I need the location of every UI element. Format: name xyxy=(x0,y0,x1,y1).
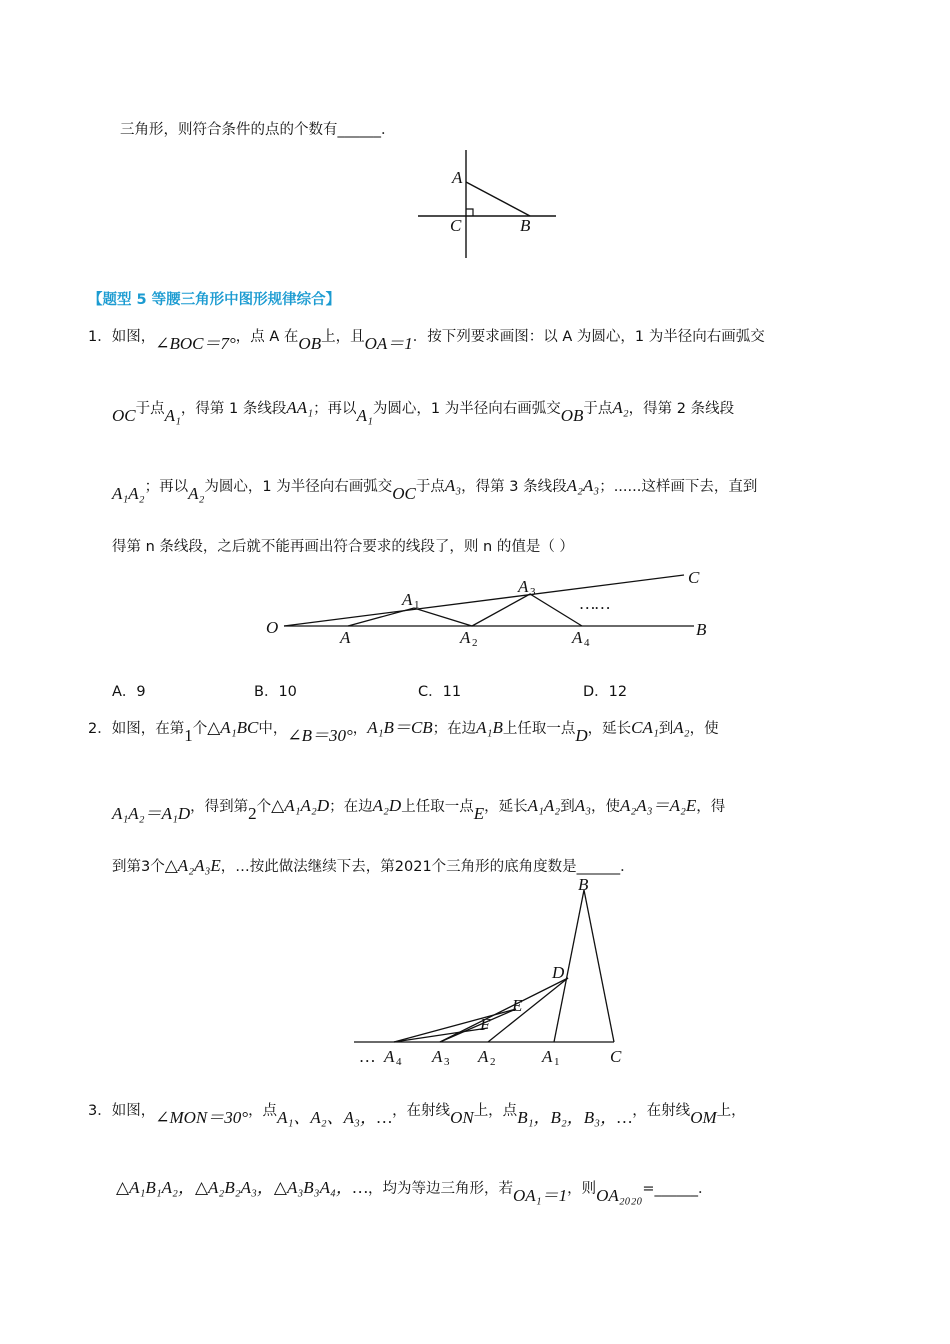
q2-text: ，使 xyxy=(590,799,620,815)
q2-line3 xyxy=(112,856,635,877)
q2-line1 xyxy=(88,718,719,745)
label-a3-sub: 3 xyxy=(530,586,536,598)
q1-ob2: OB xyxy=(560,406,584,425)
q1-option-b[interactable]: B．10 xyxy=(254,684,297,700)
q1-text: ，得第 3 条线段 xyxy=(461,479,567,495)
q3-text: ，在射线 xyxy=(632,1103,691,1119)
q2-two: 2 xyxy=(248,804,257,823)
q2-seg: A₁A₂ xyxy=(527,796,561,815)
q2-text: ， xyxy=(352,721,368,737)
q2-text: ，得到第 xyxy=(190,799,249,815)
top-question-text: 三角形，则符合条件的点的个数有______． xyxy=(120,122,396,138)
label-a4-sub: 4 xyxy=(396,1056,402,1068)
q2-a3: A₃ xyxy=(574,796,591,815)
q2-text: ；在边 xyxy=(432,721,477,737)
label-dots: … xyxy=(360,1047,376,1066)
q1-seg-a2a3: A₂A₃ xyxy=(566,476,600,495)
q2-text: ；在边 xyxy=(329,799,373,815)
label-a4: A xyxy=(384,1047,395,1066)
label-c: C xyxy=(610,1047,622,1066)
label-a2-sub: 2 xyxy=(472,637,478,649)
q2-side2: A₂D xyxy=(372,796,402,815)
q2-text: 如图，在第 xyxy=(111,721,185,737)
label-a3: A xyxy=(518,577,529,596)
q2-text: ，得 xyxy=(696,799,726,815)
q2-number: 2． xyxy=(88,721,112,737)
q1-line1 xyxy=(88,326,765,353)
q1-line2 xyxy=(112,398,735,425)
q3-text: ，则 xyxy=(567,1181,597,1197)
q1-text: ，得第 1 条线段 xyxy=(180,401,287,417)
label-a2-sub: 2 xyxy=(490,1056,496,1068)
q3-a-points: A₁、A₂、A₃，… xyxy=(277,1108,393,1127)
q1-text: ，得第 2 条线段 xyxy=(628,401,735,417)
label-d: D xyxy=(552,963,565,982)
q3-b-points: B₁，B₂，B₃，… xyxy=(517,1108,633,1127)
label-a3-sub: 3 xyxy=(444,1056,450,1068)
q1-text: 上，且 xyxy=(321,329,365,345)
q2-text: ，延长 xyxy=(484,799,528,815)
q1-option-c[interactable]: C．11 xyxy=(418,684,462,700)
q3-line1 xyxy=(88,1100,746,1127)
q1-line3 xyxy=(112,476,758,503)
q1-seg-a1a2: A₁A₂ xyxy=(112,484,145,503)
label-a4: A xyxy=(572,628,583,647)
q2-one: 1 xyxy=(184,726,193,745)
q3-line2 xyxy=(116,1178,713,1205)
q2-eq3: A₂A₃＝A₂E xyxy=(619,796,697,815)
label-e: E xyxy=(512,996,523,1015)
q2-d: D xyxy=(575,726,588,745)
q1-option-d[interactable]: D．12 xyxy=(583,684,628,700)
q1-a2b: A₂ xyxy=(188,484,205,503)
q1-a2: A₂ xyxy=(612,398,629,417)
q2-e: E xyxy=(473,804,485,823)
label-o: O xyxy=(266,618,279,637)
label-a: A xyxy=(340,628,351,647)
q2-ca1: CA₁ xyxy=(631,718,659,737)
right-triangle-figure xyxy=(410,150,560,260)
q1-oa: OA＝1 xyxy=(364,334,413,353)
label-a: A xyxy=(452,168,463,187)
q1-option-a[interactable]: A．9 xyxy=(112,684,146,700)
q3-angle: ∠MON＝30° xyxy=(155,1108,249,1127)
q1-text: 于点 xyxy=(135,401,165,417)
q2-eq2: A₁A₂＝A₁D xyxy=(112,804,191,823)
q2-eq: A₁B＝CB xyxy=(367,718,433,737)
label-a1: A xyxy=(542,1047,553,1066)
q1-arc-figure xyxy=(262,565,722,650)
q3-answer-blank[interactable]: =______． xyxy=(642,1181,713,1197)
q2-text: 个 xyxy=(192,721,208,737)
q3-text: 上， xyxy=(716,1103,746,1119)
q2-angle: ∠B＝30° xyxy=(287,726,353,745)
q1-angle: ∠BOC＝7° xyxy=(155,334,236,353)
q2-side: A₁B xyxy=(476,718,503,737)
q1-text: ；......这样画下去，直到 xyxy=(599,479,758,495)
q3-text: 上，点 xyxy=(473,1103,518,1119)
q2-text: ，…按此做法继续下去，第2021个三角形的底角度数是______． xyxy=(220,859,635,875)
q1-text: 于点 xyxy=(583,401,613,417)
label-dots: …… xyxy=(580,594,611,613)
q1-text: 如图， xyxy=(111,329,156,345)
q1-a3: A₃ xyxy=(444,476,462,495)
q2-triangle-figure xyxy=(352,875,642,1070)
q1-oc: OC xyxy=(112,406,136,425)
q3-answer-target: OA₂₀₂₀ xyxy=(596,1186,643,1205)
q1-text: 为圆心，1 为半径向右画弧交 xyxy=(204,479,393,495)
q3-triangles: △A₁B₁A₂，△A₂B₂A₃，△A₃B₃A₄，… xyxy=(116,1178,368,1197)
label-c: C xyxy=(688,568,700,587)
q1-number: 1． xyxy=(88,329,112,345)
label-b: B xyxy=(520,216,531,235)
q1-line4: 得第 n 条线段，之后就不能再画出符合要求的线段了，则 n 的值是（ ） xyxy=(112,539,574,555)
q1-text: ；再以 xyxy=(313,401,357,417)
label-a2: A xyxy=(478,1047,489,1066)
q1-seg: AA₁ xyxy=(286,398,314,417)
q1-a1b: A₁ xyxy=(356,406,373,425)
q1-text: ，点 A 在 xyxy=(235,329,299,345)
label-a1: A xyxy=(402,590,413,609)
q3-text: 如图， xyxy=(111,1103,156,1119)
q3-text: ，点 xyxy=(248,1103,278,1119)
q2-text: 到 xyxy=(560,799,575,815)
q1-text: 于点 xyxy=(415,479,445,495)
q1-text: ；再以 xyxy=(144,479,189,495)
label-a4-sub: 4 xyxy=(584,637,590,649)
label-a1-sub: 1 xyxy=(554,1056,560,1068)
q1-text: 为圆心，1 为半径向右画弧交 xyxy=(372,401,561,417)
q3-om: OM xyxy=(690,1108,717,1127)
q2-triangle: △A₁BC xyxy=(207,718,259,737)
q2-text: 中， xyxy=(258,721,288,737)
q2-line2 xyxy=(112,796,726,823)
label-f: F xyxy=(480,1015,491,1034)
q2-triangle3: △A₂A₃E xyxy=(164,856,221,875)
q2-text: 个 xyxy=(256,799,272,815)
q2-text: 到 xyxy=(658,721,674,737)
label-a3: A xyxy=(432,1047,443,1066)
label-a2: A xyxy=(460,628,471,647)
q2-text: ，延长 xyxy=(587,721,632,737)
q3-text: ，均为等边三角形，若 xyxy=(368,1181,513,1197)
q2-text: 到第3个 xyxy=(112,859,165,875)
label-b: B xyxy=(578,875,589,894)
q2-text: ，使 xyxy=(689,721,719,737)
label-c: C xyxy=(450,216,462,235)
q3-condition: OA₁＝1 xyxy=(513,1186,568,1205)
q2-text: 上任取一点 xyxy=(502,721,576,737)
q2-a2: A₂ xyxy=(673,718,690,737)
q1-text: ．按下列要求画图：以 A 为圆心，1 为半径向右画弧交 xyxy=(412,329,765,345)
q1-oc2: OC xyxy=(392,484,416,503)
label-b: B xyxy=(696,620,707,639)
q1-a1: A₁ xyxy=(164,406,181,425)
q3-text: ，在射线 xyxy=(392,1103,451,1119)
q2-triangle2: △A₁A₂D xyxy=(271,796,330,815)
q1-ob: OB xyxy=(298,334,322,353)
q2-text: 上任取一点 xyxy=(401,799,474,815)
q3-on: ON xyxy=(450,1108,474,1127)
section-title: 【题型 5 等腰三角形中图形规律综合】 xyxy=(88,292,341,308)
q3-number: 3． xyxy=(88,1103,112,1119)
label-a1-sub: 1 xyxy=(414,599,420,611)
